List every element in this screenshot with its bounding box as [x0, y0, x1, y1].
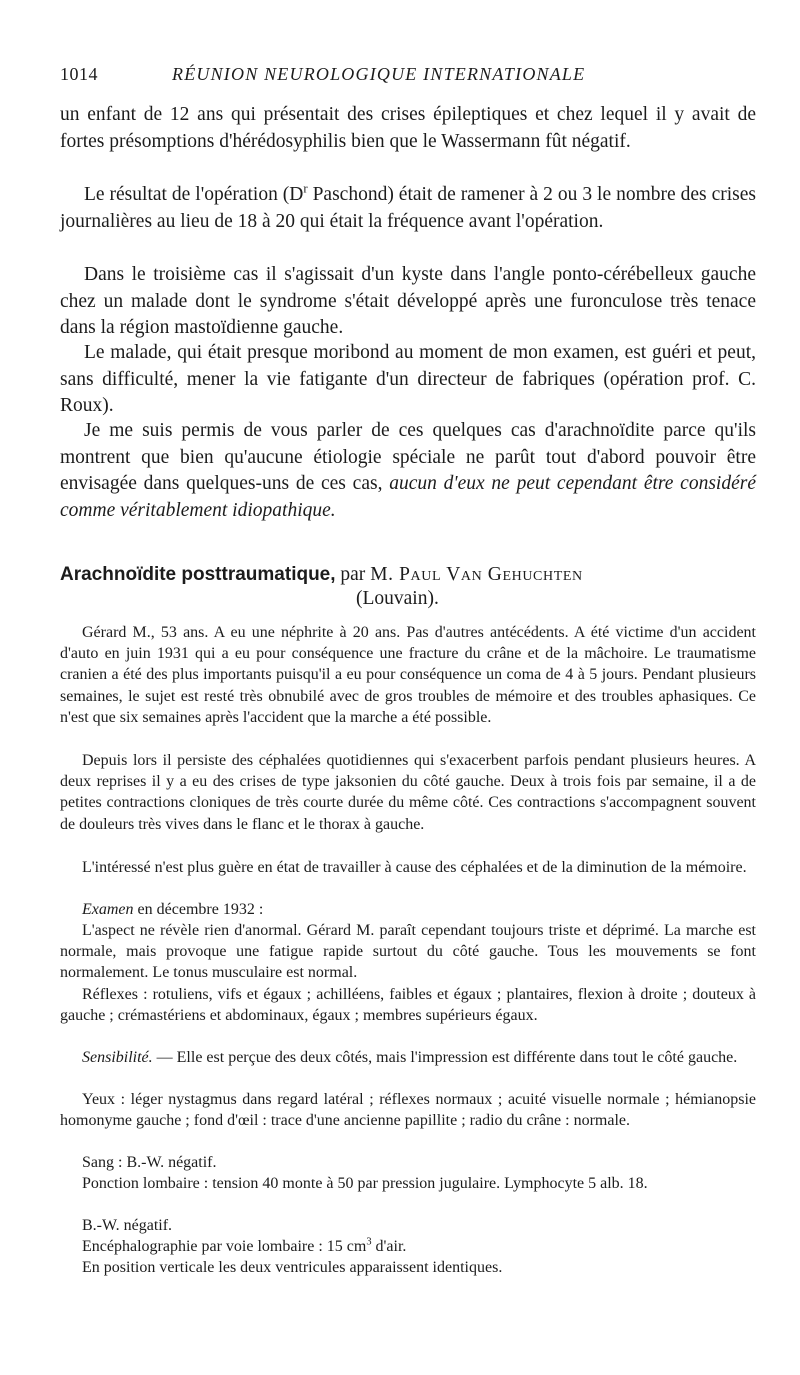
case-paragraph-2: Depuis lors il persiste des céphalées quotidiennes qui s'exacerbent parfois pendant plusieurs heures. A deux reprises il y a eu des crises de type jaksonien du côté gauche. Deux à trois fois par semaine, il a de petites contractions cloniques de très courte durée du même côté. Ces contractions s'accompagnent souvent de douleurs très vives dans le flanc et le thorax à gauche.	[60, 752, 756, 833]
case-paragraph-10: Ponction lombaire : tension 40 monte à 50 par pression jugulaire. Lymphocyte 5 alb. 18.	[82, 1175, 648, 1192]
case-paragraph-3: L'intéressé n'est plus guère en état de travailler à cause des céphalées et de la diminution de la mémoire.	[82, 859, 747, 876]
case-paragraph-12: Encéphalographie par voie lombaire : 15 $cm^3$ d'air.	[82, 1236, 407, 1255]
section-heading: Arachnoïdite posttraumatique, par M. Paul Van Gehuchten (Louvain).	[60, 562, 756, 588]
case-paragraph-9: Sang : B.-W. négatif.	[82, 1154, 217, 1171]
intro-paragraph-5: Je me suis permis de vous parler de ces quelques cas d'arachnoïdite parce qu'ils montrent que bien qu'aucune étiologie spéciale ne parût tout d'abord pouvoir être envisagée dans quelques-uns de ces cas, aucun d'eux ne peut cependant être considéré comme véritablement idiopathique.	[60, 420, 756, 521]
intro-paragraph-3: Dans le troisième cas il s'agissait d'un kyste dans l'angle ponto-cérébelleux gauche chez un malade dont le syndrome s'était développé après une furonculose très tenace dans la région mastoïdienne gauche.	[60, 264, 756, 339]
section-affiliation: (Louvain).	[356, 588, 439, 609]
section-author: M. Paul Van Gehuchten	[370, 564, 583, 585]
case-paragraph-4: Examen en décembre 1932 :	[82, 901, 264, 918]
section-title: Arachnoïdite posttraumatique,	[60, 564, 336, 585]
case-paragraph-13: En position verticale les deux ventricules apparaissent identiques.	[82, 1259, 503, 1276]
case-paragraph-11: B.-W. négatif.	[82, 1217, 173, 1234]
case-paragraph-5: L'aspect ne révèle rien d'anormal. Gérard M. paraît cependant toujours triste et déprimé. La marche est normale, mais provoque une fatigue rapide surtout du côté gauche. Tous les mouvements se font normalement. Le tonus musculaire est normal.	[60, 922, 756, 982]
case-paragraph-8: Yeux : léger nystagmus dans regard latéral ; réflexes normaux ; acuité visuelle normale ; hémianopsie homonyme gauche ; fond d'œil : trace d'une ancienne papillite ; radio du crâne : normale.	[60, 1091, 756, 1130]
case-paragraph-1: Gérard M., 53 ans. A eu une néphrite à 20 ans. Pas d'autres antécédents. A été victime d'un accident d'auto en juin 1931 qui a eu pour conséquence une fracture du crâne et de la mâchoire. Le traumatisme cranien a été des plus importants puisqu'il a eu pour conséquence un coma de 4 à 5 jours. Pendant plusieurs semaines, le sujet est resté très obnubilé avec de gros troubles de mémoire et des troubles aphasiques. Ce n'est que six semaines après l'accident que la marche a été possible.	[60, 624, 756, 726]
intro-paragraph-2: Le résultat de l'opération ($D^r$ Paschond) était de ramener à 2 ou 3 le nombre des crises journalières au lieu de 18 à 20 qui était la fréquence avant l'opération.	[60, 181, 756, 232]
case-paragraph-7: Sensibilité. — Elle est perçue des deux côtés, mais l'impression est différente dans tout le côté gauche.	[82, 1049, 738, 1066]
running-head: RÉUNION NEUROLOGIQUE INTERNATIONALE	[172, 64, 586, 84]
case-paragraph-6: Réflexes : rotuliens, vifs et égaux ; achilléens, faibles et égaux ; plantaires, flexion à droite ; douteux à gauche ; crémastériens et abdominaux, égaux ; membres supérieurs égaux.	[60, 986, 756, 1025]
page-number: 1014	[60, 64, 98, 84]
running-header	[60, 64, 750, 88]
intro-paragraph-1: un enfant de 12 ans qui présentait des crises épileptiques et chez lequel il y avait de fortes présomptions d'hérédosyphilis bien que le Wassermann fût négatif.	[60, 104, 756, 152]
intro-paragraph-4: Le malade, qui était presque moribond au moment de mon examen, est guéri et peut, sans difficulté, mener la vie fatigante d'un directeur de fabriques (opération prof. C. Roux).	[60, 342, 756, 417]
